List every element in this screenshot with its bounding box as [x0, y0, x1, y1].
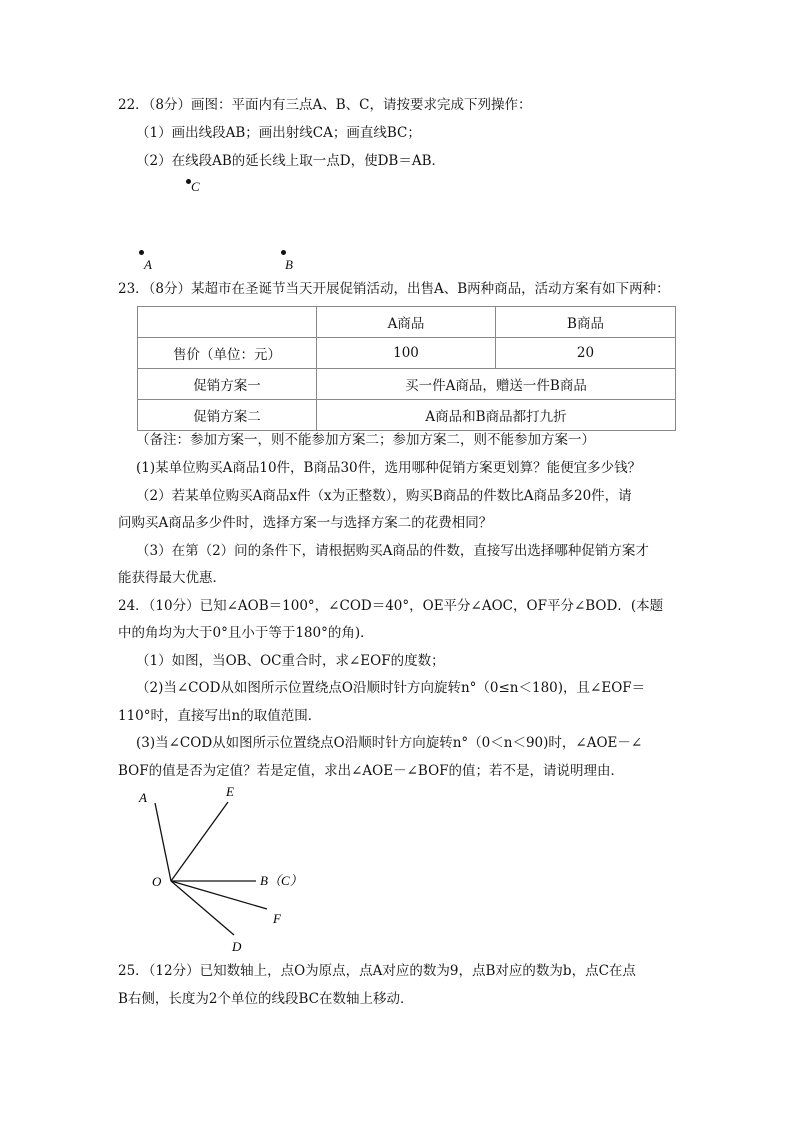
- q24-part1: （1）如图，当OB、OC重合时，求∠EOF的度数；: [136, 653, 445, 669]
- table-header-a: A商品: [317, 307, 496, 338]
- q24-part2-line2: 110°时，直接写出n的取值范围．: [118, 708, 322, 724]
- q22-heading: 22．（8分）画图：平面内有三点A、B、C，请按要求完成下列操作：: [118, 97, 532, 113]
- table-row: [138, 307, 676, 338]
- q22-part1: （1）画出线段AB；画出射线CA；画直线BC；: [136, 125, 421, 141]
- q24-part3-line2: BOF的值是否为定值？若是定值，求出∠AOE－∠BOF的值；若不是，请说明理由．: [118, 763, 625, 779]
- q25-heading-cont: B右侧，长度为2个单位的线段BC在数轴上移动．: [118, 991, 414, 1007]
- q23-part1: (1)某单位购买A商品10件，B商品30件，选用哪种促销方案更划算？能便宜多少钱？: [136, 460, 642, 476]
- q24-heading-cont: 中的角均为大于0°且小于等于180°的角)．: [118, 625, 374, 641]
- q23-part2-line2: 问购买A商品多少件时，选择方案一与选择方案二的花费相同？: [118, 515, 493, 531]
- q24-part3-line1: (3)当∠COD从如图所示位置绕点O沿顺时针方向旋转n°（0＜n＜90)时，∠AOE－∠: [136, 735, 643, 751]
- plan2-label: 促销方案二: [138, 400, 317, 431]
- q23-part3-line1: （3）在第（2）问的条件下，请根据购买A商品的件数，直接写出选择哪种促销方案才: [136, 543, 649, 559]
- q23-note: （备注：参加方案一，则不能参加方案二；参加方案二，则不能参加方案一）: [136, 432, 595, 448]
- promotion-table: [137, 306, 676, 431]
- fig-label-d: D: [232, 939, 242, 954]
- table-header-b: B商品: [496, 307, 676, 338]
- fig-label-e: E: [226, 785, 234, 799]
- fig-label-bc: B（C）: [260, 873, 303, 888]
- angle-figure: [130, 785, 330, 955]
- fig-label-a: A: [139, 790, 147, 805]
- point-a-dot: [139, 250, 144, 255]
- point-a-label: A: [144, 257, 152, 272]
- price-a: 100: [317, 338, 496, 369]
- plan1-label: 促销方案一: [138, 369, 317, 400]
- q25-heading: 25．（12分）已知数轴上，点O为原点，点A对应的数为9，点B对应的数为b，点C在点: [118, 963, 636, 979]
- price-label: 售价（单位：元）: [138, 338, 317, 369]
- ray-od: [171, 881, 234, 935]
- q23-heading: 23．（8分）某超市在圣诞节当天开展促销活动，出售A、B两种商品，活动方案有如下两种：: [118, 281, 670, 297]
- fig-label-o: O: [152, 874, 162, 889]
- q22-part2: （2）在线段AB的延长线上取一点D，使DB＝AB．: [136, 153, 445, 169]
- plan2-desc: A商品和B商品都打九折: [317, 400, 676, 431]
- point-b-label: B: [285, 257, 293, 272]
- table-row: [138, 400, 676, 431]
- ray-of: [171, 881, 267, 909]
- ray-oe: [171, 802, 228, 881]
- table-row: [138, 369, 676, 400]
- price-b: 20: [496, 338, 676, 369]
- table-row: [138, 338, 676, 369]
- fig-label-f: F: [273, 911, 281, 926]
- q23-part2-line1: （2）若某单位购买A商品x件（x为正整数），购买B商品的件数比A商品多20件，请: [136, 488, 632, 504]
- point-b-dot: [281, 250, 286, 255]
- plan1-desc: 买一件A商品，赠送一件B商品: [317, 369, 676, 400]
- q24-part2-line1: （2)当∠COD从如图所示位置绕点O沿顺时针方向旋转n°（0≤n＜180)，且∠EOF＝: [136, 680, 646, 696]
- q24-heading: 24．（10分）已知∠AOB＝100°，∠COD＝40°，OE平分∠AOC，OF平分∠BOD．(本题: [118, 598, 664, 614]
- point-c-label: C: [191, 179, 200, 194]
- q23-part3-line2: 能获得最大优惠．: [118, 570, 226, 586]
- ray-oa: [155, 803, 171, 881]
- table-cell: [138, 307, 317, 338]
